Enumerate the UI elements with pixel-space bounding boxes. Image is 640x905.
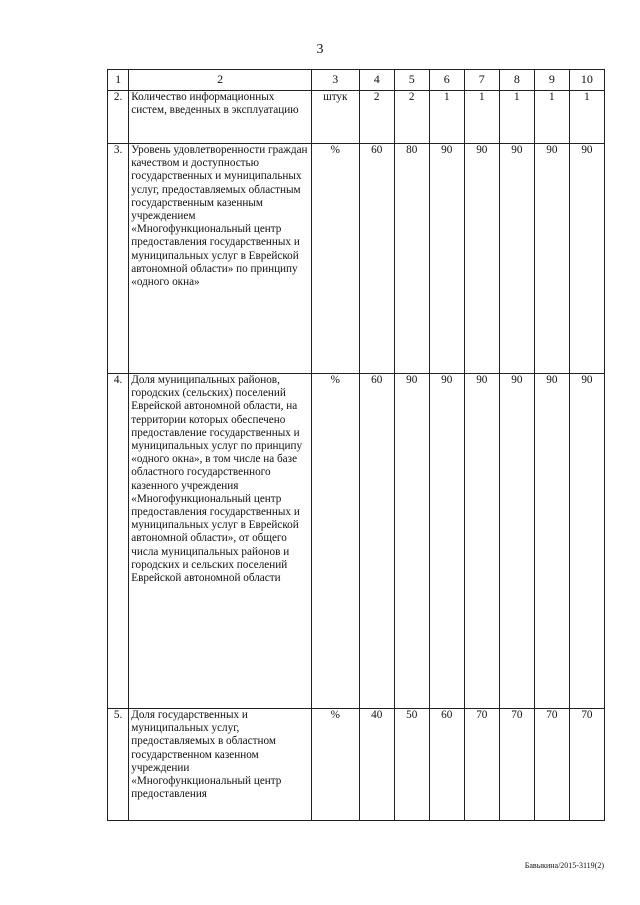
row-number: 2. xyxy=(108,91,129,144)
value-cell: 90 xyxy=(534,374,569,709)
value-cell: 60 xyxy=(359,144,394,374)
indicator-name: Доля муниципальных районов, городских (сельских) поселений Еврейской автономной области, на территории которых обеспечено предоставление государственных и муниципальных услуг по принципу «одного окна», в том числе на базе областного государственного казенного учреждения «Многофункциональный центр предоставления государственных и муниципальных услуг в Еврейской автономной области», от общего числа муниципальных районов и городских и сельских поселений Еврейской автономной области xyxy=(129,374,312,709)
value-cell: 2 xyxy=(394,91,429,144)
indicator-name: Доля государственных и муниципальных услуг, предоставляемых в областном государственном казенном учреждении «Многофункциональный центр предоставления xyxy=(129,709,312,821)
value-cell: 40 xyxy=(359,709,394,821)
value-cell: 1 xyxy=(569,91,604,144)
value-cell: 60 xyxy=(359,374,394,709)
value-cell: 1 xyxy=(534,91,569,144)
row-number: 5. xyxy=(108,709,129,821)
header-cell: 3 xyxy=(311,70,359,91)
value-cell: 70 xyxy=(569,709,604,821)
value-cell: 80 xyxy=(394,144,429,374)
header-cell: 5 xyxy=(394,70,429,91)
value-cell: 90 xyxy=(569,144,604,374)
header-cell: 4 xyxy=(359,70,394,91)
header-cell: 9 xyxy=(534,70,569,91)
value-cell: 90 xyxy=(429,374,464,709)
value-cell: 60 xyxy=(429,709,464,821)
value-cell: 2 xyxy=(359,91,394,144)
value-cell: 90 xyxy=(499,374,534,709)
unit-cell: % xyxy=(311,144,359,374)
unit-cell: % xyxy=(311,374,359,709)
value-cell: 90 xyxy=(464,144,499,374)
header-cell: 8 xyxy=(499,70,534,91)
header-cell: 10 xyxy=(569,70,604,91)
value-cell: 90 xyxy=(569,374,604,709)
value-cell: 90 xyxy=(464,374,499,709)
header-cell: 2 xyxy=(129,70,312,91)
table-row xyxy=(108,144,605,374)
row-number: 3. xyxy=(108,144,129,374)
value-cell: 1 xyxy=(429,91,464,144)
value-cell: 90 xyxy=(499,144,534,374)
value-cell: 1 xyxy=(464,91,499,144)
unit-cell: % xyxy=(311,709,359,821)
table-row xyxy=(108,709,605,821)
value-cell: 90 xyxy=(394,374,429,709)
document-code: Бавыкина/2015-3119(2) xyxy=(524,861,604,870)
header-cell: 7 xyxy=(464,70,499,91)
header-cell: 1 xyxy=(108,70,129,91)
value-cell: 50 xyxy=(394,709,429,821)
indicator-name: Количество информационных систем, введенных в эксплуатацию xyxy=(129,91,312,144)
table-header-row xyxy=(108,70,605,91)
value-cell: 90 xyxy=(534,144,569,374)
table-row xyxy=(108,91,605,144)
header-cell: 6 xyxy=(429,70,464,91)
indicators-table xyxy=(107,69,605,821)
value-cell: 70 xyxy=(499,709,534,821)
table-row xyxy=(108,374,605,709)
unit-cell: штук xyxy=(311,91,359,144)
value-cell: 70 xyxy=(464,709,499,821)
row-number: 4. xyxy=(108,374,129,709)
value-cell: 90 xyxy=(429,144,464,374)
value-cell: 1 xyxy=(499,91,534,144)
value-cell: 70 xyxy=(534,709,569,821)
indicator-name: Уровень удовлетворенности граждан качеством и доступностью государственных и муниципальных услуг, предоставляемых областным государственным казенным учреждением «Многофункциональный центр предоставления государственных и муниципальных услуг в Еврейской автономной области» по принципу «одного окна» xyxy=(129,144,312,374)
page-number: 3 xyxy=(316,42,324,57)
